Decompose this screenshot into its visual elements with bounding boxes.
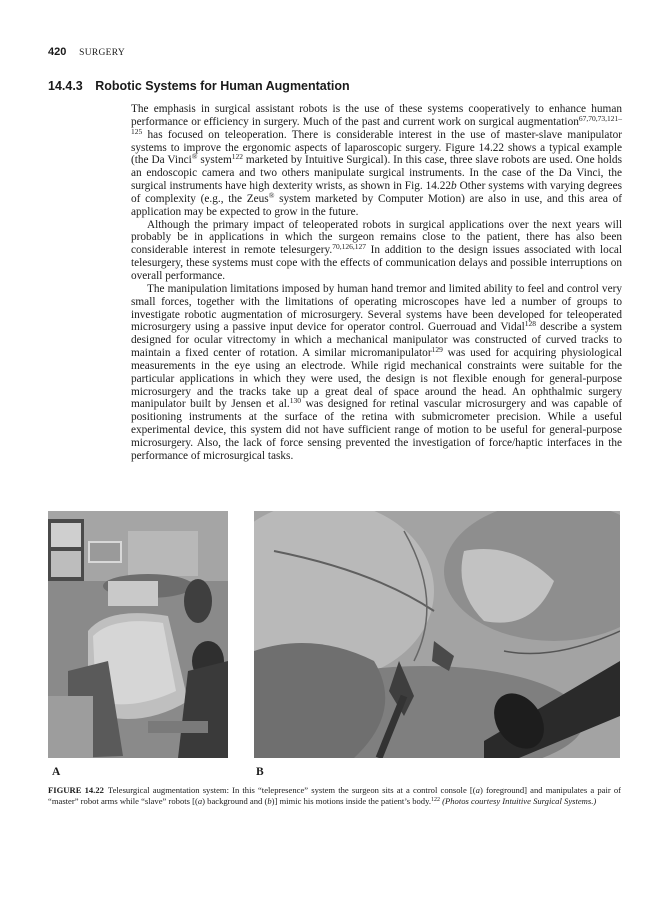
italic-text: (Photos courtesy Intuitive Surgical Systems.) — [442, 796, 597, 807]
section-heading — [48, 79, 350, 93]
italic-text: a — [197, 796, 203, 807]
running-title: SURGERY — [79, 48, 126, 58]
body-text — [131, 103, 622, 463]
italic-text: b — [451, 180, 457, 193]
figure-panel-b-photo — [254, 511, 620, 758]
paragraph: The manipulation limitations imposed by human hand tremor and limited ability to feel and control very small forces, together with the limitations of operating microscopes have led a number of groups to investigate robotic augmentation of microsurgery. Several systems have been developed for teleoperated microsurgery using a passive input device for operator control. Guerrouad and Vidal$^{128}$ describe a system designed for ocular vitrectomy in which a mechanical manipulator was constructed of curved tracks to maintain a fixed center of rotation. A similar micromanipulator$^{129}$ was used for acquiring physiological measurements in the eye using an electrode. While rigid mechanical constraints were suitable for the particular applications in which they were used, the design is not flexible enough for general-purpose microsurgery and the tracks take up a great deal of space around the head. An ophthalmic surgery manipulator built by Jensen et al.$^{130}$ was designed for retinal vascular microsurgery and was capable of positioning instruments at the surface of the retina with submicrometer precision. While a useful experimental device, this system did not have sufficient range of motion to be useful for general-purpose microsurgery. Also, the lack of force sensing prevented the investigation of force/haptic interfaces in the performance of microsurgical tasks. — [131, 282, 622, 462]
superscript: ® — [191, 152, 198, 162]
superscript: 70,126,127 — [332, 242, 366, 252]
superscript: 130 — [289, 396, 301, 406]
figure-label: FIGURE 14.22 — [48, 785, 104, 795]
superscript: 122 — [430, 797, 440, 804]
superscript: 122 — [231, 152, 244, 162]
surgeon-console-image — [48, 511, 228, 758]
section-number: 14.4.3 — [48, 79, 83, 93]
italic-text: a — [475, 785, 480, 795]
superscript: 67,70,73,121–125 — [131, 113, 622, 136]
superscript: ® — [268, 190, 275, 200]
caption-text: Telesurgical augmentation system: In this “telepresence” system the surgeon sits at a control console [(a) foreground] and manipulates a pair of “master” robot arms while “slave” robots [(a) background and (b)] mimic his motions inside the patient’s body.$^{122}$ (Photos courtesy Intuitive Surgical Systems.) — [48, 785, 621, 807]
paragraph: Although the primary impact of teleoperated robots in surgical applications over the next years will probably be in applications in which the surgeon remains close to the patient, there has also been considerable interest in remote telesurgery.$^{70,126,127}$ In addition to the design issues associated with local telesurgery, these systems must cope with the effects of communication delays and possible interruptions on overall performance. — [131, 218, 623, 282]
superscript: 129 — [431, 345, 443, 355]
superscript: 128 — [524, 319, 536, 329]
italic-text: b — [267, 796, 272, 807]
figure-panel-a-photo — [48, 511, 228, 758]
endoscopic-image — [254, 511, 620, 758]
page-number: 420 — [48, 46, 67, 58]
panel-label-a: A — [52, 766, 61, 778]
paragraph: The emphasis in surgical assistant robots is the use of these systems cooperatively to enhance human performance or efficiency in surgery. Much of the past and current work on surgical augmentation$^{67,70,73,121-125}$ has focused on teleoperation. There is considerable interest in the use of master-slave manipulator systems to improve the ergonomic aspects of laparoscopic surgery. Figure 14.22 shows a typical example (the Da Vinci® system$^{122}$ marketed by Intuitive Surgical). In this case, three slave robots are used. One holds an endoscopic camera and two others manipulate surgical instruments. In the case of the Da Vinci, the surgical instruments have high dexterity wrists, as shown in Fig. 14.22b Other systems with varying degrees of complexity (e.g., the Zeus® system marketed by Computer Motion) are also in use, and this area of application may be expected to grow in the future. — [131, 103, 622, 218]
panel-label-b: B — [256, 766, 264, 778]
section-title: Robotic Systems for Human Augmentation — [95, 79, 350, 93]
running-header — [48, 46, 125, 58]
figure-caption — [48, 785, 621, 808]
